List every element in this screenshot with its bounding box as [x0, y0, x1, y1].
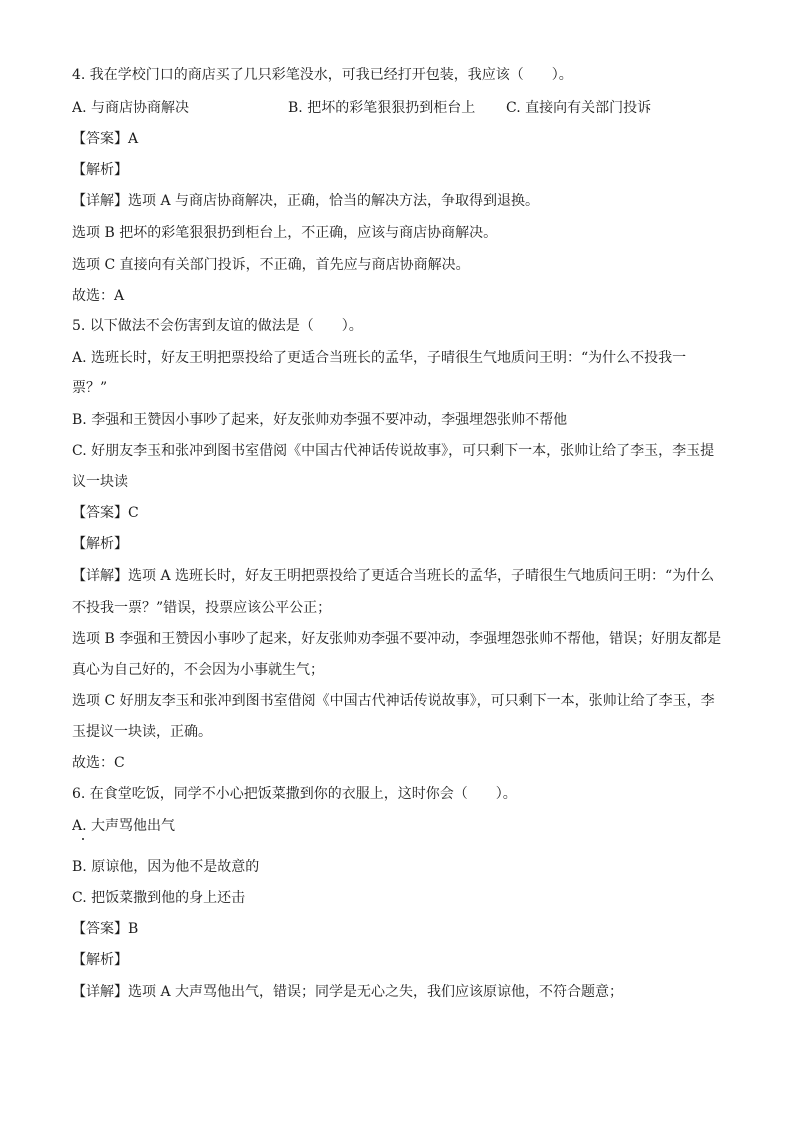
q5-detail-2: 不投我一票？”错误，投票应该公平公正； [72, 600, 332, 616]
q5-answer: 【答案】C [72, 505, 139, 521]
q5-detail-5: 选项 C 好朋友李玉和张冲到图书室借阅《中国古代神话传说故事》，可只剩下一本，张帅让给了李玉，李 [72, 693, 715, 709]
q5-conclusion: 故选：C [72, 755, 125, 771]
q5-analysis-label: 【解析】 [72, 536, 128, 552]
q6-option-b: B. 原谅他，因为他不是故意的 [72, 859, 260, 875]
q5-option-a-line-2: 票？” [72, 380, 108, 396]
q5-detail-3: 选项 B 李强和王赞因小事吵了起来，好友张帅劝李强不要冲动，李强埋怨张帅不帮他，错误；好朋友都是 [72, 631, 722, 647]
q5-option-c-line-2: 议一块读 [72, 474, 128, 490]
q5-detail-1: 【详解】选项 A 选班长时，好友王明把票投给了更适合当班长的孟华，子晴很生气地质问王明：“为什么 [72, 568, 715, 584]
q5-option-c-line-1: C. 好朋友李玉和张冲到图书室借阅《中国古代神话传说故事》，可只剩下一本，张帅让给了李玉，李玉提 [72, 443, 715, 459]
q4-detail-2: 选项 B 把坏的彩笔狠狠扔到柜台上，不正确，应该与商店协商解决。 [72, 225, 498, 241]
q5-option-a-line-1: A. 选班长时，好友王明把票投给了更适合当班长的孟华，子晴很生气地质问王明：“为什么不投我一 [72, 350, 687, 366]
stray-dot [82, 838, 84, 840]
q4-analysis-label: 【解析】 [72, 162, 128, 178]
q5-option-b: B. 李强和王赞因小事吵了起来，好友张帅劝李强不要冲动，李强埋怨张帅不帮他 [72, 412, 568, 428]
q6-answer: 【答案】B [72, 921, 139, 937]
q4-question: 4. 我在学校门口的商店买了几只彩笔没水，可我已经打开包装，我应该（ ）。 [72, 67, 573, 83]
q5-question: 5. 以下做法不会伤害到友谊的做法是（ ）。 [72, 318, 363, 334]
q6-detail-1: 【详解】选项 A 大声骂他出气，错误；同学是无心之失，我们应该原谅他，不符合题意； [72, 984, 624, 1000]
q6-analysis-label: 【解析】 [72, 952, 128, 968]
q4-option-c: C. 直接向有关部门投诉 [506, 100, 652, 116]
q4-answer: 【答案】A [72, 131, 139, 147]
q6-option-a: A. 大声骂他出气 [72, 818, 176, 834]
q4-options [72, 97, 722, 119]
q6-question: 6. 在食堂吃饭，同学不小心把饭菜撒到你的衣服上，这时你会（ ）。 [72, 786, 517, 802]
q4-detail-1: 【详解】选项 A 与商店协商解决，正确，恰当的解决方法，争取得到退换。 [72, 193, 540, 209]
q5-detail-6: 玉提议一块读，正确。 [72, 724, 212, 740]
q4-option-a: A. 与商店协商解决 [72, 100, 190, 116]
q4-option-b: B. 把坏的彩笔狠狠扔到柜台上 [288, 100, 476, 116]
q6-option-c: C. 把饭菜撒到他的身上还击 [72, 890, 246, 906]
q4-detail-3: 选项 C 直接向有关部门投诉，不正确，首先应与商店协商解决。 [72, 257, 470, 273]
q4-conclusion: 故选：A [72, 288, 125, 304]
q5-detail-4: 真心为自己好的，不会因为小事就生气； [72, 662, 324, 678]
